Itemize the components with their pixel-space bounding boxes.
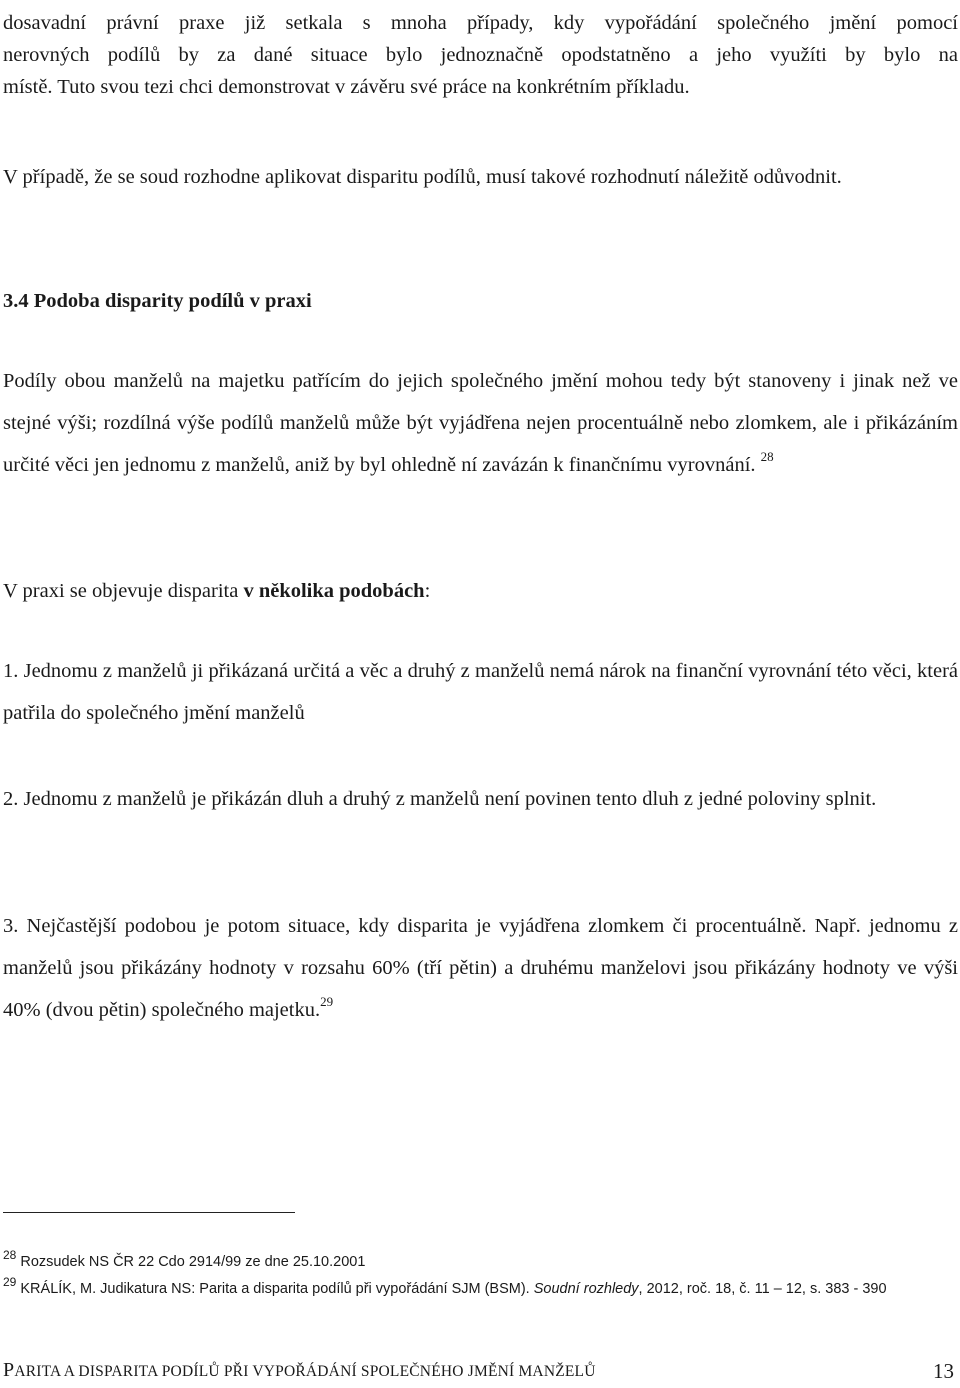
footnote-29-text-a: KRÁLÍK, M. Judikatura NS: Parita a disparita podílů při vypořádání SJM (BSM). bbox=[20, 1281, 534, 1297]
footnote-29 bbox=[3, 1275, 938, 1298]
intro-line-1: dosavadní právní praxe již setkala s mnoha případy, kdy vypořádání společného jmění pomocí bbox=[3, 12, 958, 34]
forms-suffix: : bbox=[424, 580, 431, 602]
section-heading: 3.4 Podoba disparity podílů v praxi bbox=[3, 290, 312, 312]
footer-title-initial: P bbox=[3, 1359, 15, 1381]
justification-paragraph: V případě, že se soud rozhodne aplikovat disparitu podílů, musí takové rozhodnutí náležitě odůvodnit. bbox=[3, 166, 842, 188]
footnote-29-number: 29 bbox=[3, 1275, 17, 1289]
forms-paragraph bbox=[3, 570, 958, 612]
running-footer-title bbox=[3, 1359, 596, 1382]
list-item-3 bbox=[3, 905, 958, 1033]
shares-paragraph bbox=[3, 360, 958, 488]
footnote-29-text-b: , 2012, roč. 18, č. 11 – 12, s. 383 - 390 bbox=[638, 1281, 887, 1297]
footnote-ref-28[interactable]: 28 bbox=[760, 449, 774, 464]
list-item-1: 1. Jednomu z manželů ji přikázaná určitá a věc a druhý z manželů nemá nárok na finanční vyrovnání této věci, která patřila do společného jmění manželů bbox=[3, 660, 958, 724]
list-item-2: 2. Jednomu z manželů je přikázán dluh a druhý z manželů není povinen tento dluh z jedné poloviny splnit. bbox=[3, 788, 877, 810]
footnote-ref-29[interactable]: 29 bbox=[320, 994, 334, 1009]
footnote-separator bbox=[3, 1212, 295, 1213]
footnote-28 bbox=[3, 1248, 938, 1271]
footer-title-rest: ARITA A DISPARITA PODÍLŮ PŘI VYPOŘÁDÁNÍ SPOLEČNÉHO JMĚNÍ MANŽELŮ bbox=[14, 1363, 596, 1380]
shares-paragraph-text: Podíly obou manželů na majetku patřícím do jejich společného jmění mohou tedy být stanoveny i jinak než ve stejné výši; rozdílná výše podílů manželů může být vyjádřena nejen procentuálně nebo zlomkem, ale i přikázáním určité věci jen jednomu z manželů, aniž by byl ohledně ní zavázán k finančnímu vyrovnání. bbox=[3, 370, 958, 476]
list-item-3-text: 3. Nejčastější podobou je potom situace, kdy disparita je vyjádřena zlomkem či procentuálně. Např. jednomu z manželů jsou přikázány hodnoty v rozsahu 60% (tří pětin) a druhému manželovi jsou přikázány hodnoty ve výši 40% (dvou pětin) společného majetku. bbox=[3, 915, 958, 1021]
forms-bold: v několika podobách bbox=[243, 580, 425, 602]
intro-line-3: místě. Tuto svou tezi chci demonstrovat v závěru své práce na konkrétním příkladu. bbox=[3, 76, 690, 98]
footnote-28-text: Rozsudek NS ČR 22 Cdo 2914/99 ze dne 25.10.2001 bbox=[20, 1254, 366, 1270]
intro-line-2: nerovných podílů by za dané situace bylo jednoznačně opodstatněno a jeho využíti by bylo na bbox=[3, 44, 958, 66]
footnote-29-journal: Soudní rozhledy bbox=[533, 1281, 639, 1297]
forms-prefix: V praxi se objevuje disparita bbox=[3, 580, 244, 602]
footnote-28-number: 28 bbox=[3, 1248, 17, 1262]
page-number: 13 bbox=[933, 1359, 954, 1383]
